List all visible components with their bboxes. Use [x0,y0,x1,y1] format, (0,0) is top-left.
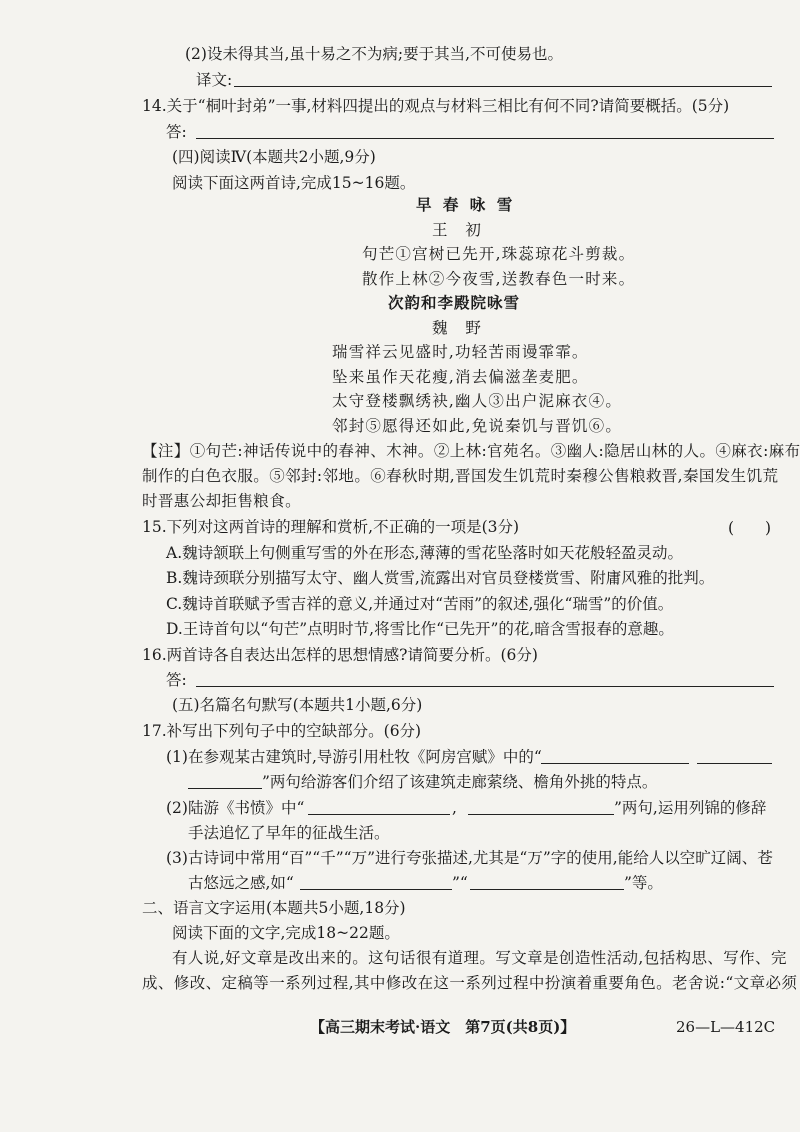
q17-part3-blank-2[interactable] [470,873,624,890]
q17-part1-blank-2a[interactable] [697,747,772,764]
q15-option-d: D.王诗首句以“句芒”点明时节,将雪比作“已先开”的花,暗含雪报春的意趣。 [166,620,674,638]
footer-code: 26—L—412C [676,1018,776,1036]
poem1-title: 早 春 咏 雪 [416,195,516,214]
q15-option-c: C.魏诗首联赋予雪吉祥的意义,并通过对“苦雨”的叙述,强化“瑞雪”的价值。 [166,595,674,613]
poem2-line-1: 瑞雪祥云见盛时,功轻苦雨谩霏霏。 [332,343,589,361]
q17-part3-blank-1[interactable] [300,873,452,890]
q16-answer-line[interactable] [196,670,774,687]
note-line-3: 时晋惠公却拒售粮食。 [142,492,302,510]
q13-sentence: (2)设未得其当,虽十易之不为病;要于其当,不可使易也。 [185,45,564,63]
q17-part1-blank-1[interactable] [541,747,689,764]
passage-line-1: 有人说,好文章是改出来的。这句话很有道理。写文章是创造性活动,包括构思、写作、完 [172,949,787,967]
q17-part1-blank-2b[interactable] [188,772,262,789]
q15-option-b: B.魏诗颈联分别描写太守、幽人赏雪,流露出对官员登楼赏雪、附庸风雅的批判。 [166,569,715,587]
part2-instruction: 阅读下面的文字,完成18~22题。 [172,924,400,942]
q17-part2-text-a: (2)陆游《书愤》中“ [166,799,305,817]
q17-part2-text-b: ”两句,运用列锦的修辞 [614,799,767,817]
q14-question: 14.关于“桐叶封弟”一事,材料四提出的观点与材料三相比有何不同?请简要概括。(5分) [142,97,730,115]
poem1-line-1: 句芒①宫树已先开,珠蕊琼花斗剪裁。 [362,245,636,263]
q15-answer-bracket[interactable]: ( ) [728,519,772,537]
q17-part3-text-a: (3)古诗词中常用“百”“千”“万”进行夸张描述,尤其是“万”字的使用,能给人以空旷辽阔、苍 [166,849,773,867]
q17-part1-text-b: ”两句给游客们介绍了该建筑走廊萦绕、檐角外挑的特点。 [262,773,658,791]
q17-part2-blank-1[interactable] [308,798,450,815]
q15-option-a: A.魏诗颔联上句侧重写雪的外在形态,薄薄的雪花坠落时如天花般轻盈灵动。 [166,544,684,562]
q17-question: 17.补写出下列句子中的空缺部分。(6分) [142,722,422,740]
poem2-line-4: 邻封⑤愿得还如此,免说秦饥与晋饥⑥。 [332,417,623,435]
q17-part1-text-a: (1)在参观某古建筑时,导游引用杜牧《阿房宫赋》中的“ [166,748,542,766]
passage-line-2: 成、修改、定稿等一系列过程,其中修改在这一系列过程中扮演着重要角色。老舍说:“文章必须 [142,974,798,992]
reading4-heading: (四)阅读Ⅳ(本题共2小题,9分) [172,148,376,166]
part2-heading: 二、语言文字运用(本题共5小题,18分) [142,899,406,917]
poem1-author: 王 初 [432,221,483,239]
q15-question: 15.下列对这两首诗的理解和赏析,不正确的一项是(3分) [142,518,520,536]
q14-answer-label: 答: [166,123,187,141]
q17-part3-text-b: 古悠远之感,如“ [188,874,294,892]
poem1-line-2: 散作上林②今夜雪,送教春色一时来。 [362,270,636,288]
q17-part3-text-c: ”等。 [624,874,663,892]
q16-question: 16.两首诗各自表达出怎样的思想情感?请简要分析。(6分) [142,646,538,664]
footer-page-info: 【高三期末考试·语文 第7页(共8页)】 [310,1018,576,1036]
q13-answer-line[interactable] [234,70,772,87]
poem2-author: 魏 野 [432,319,483,337]
poem2-line-3: 太守登楼飘绣袂,幽人③出户泥麻衣④。 [332,392,623,410]
q17-part2-blank-2[interactable] [468,798,614,815]
note-line-2: 制作的白色衣服。⑤邻封:邻地。⑥春秋时期,晋国发生饥荒时秦穆公售粮救晋,秦国发生饥荒 [142,467,779,485]
poem2-title: 次韵和李殿院咏雪 [388,293,521,312]
section5-heading: (五)名篇名句默写(本题共1小题,6分) [172,696,423,714]
q17-part3-quote-sep: ”“ [452,874,468,892]
q17-part2-text-c: 手法追忆了早年的征战生活。 [188,824,390,842]
q14-answer-line[interactable] [196,122,774,139]
q17-part2-comma: , [452,799,457,817]
q13-translate-label: 译文: [196,71,233,89]
reading4-instruction: 阅读下面这两首诗,完成15~16题。 [172,174,416,192]
q16-answer-label: 答: [166,671,187,689]
poem2-line-2: 坠来虽作天花瘦,消去偏滋垄麦肥。 [332,368,589,386]
note-line-1: 【注】①句芒:神话传说中的春神、木神。②上林:官苑名。③幽人:隐居山林的人。④麻衣:麻布 [142,442,800,460]
